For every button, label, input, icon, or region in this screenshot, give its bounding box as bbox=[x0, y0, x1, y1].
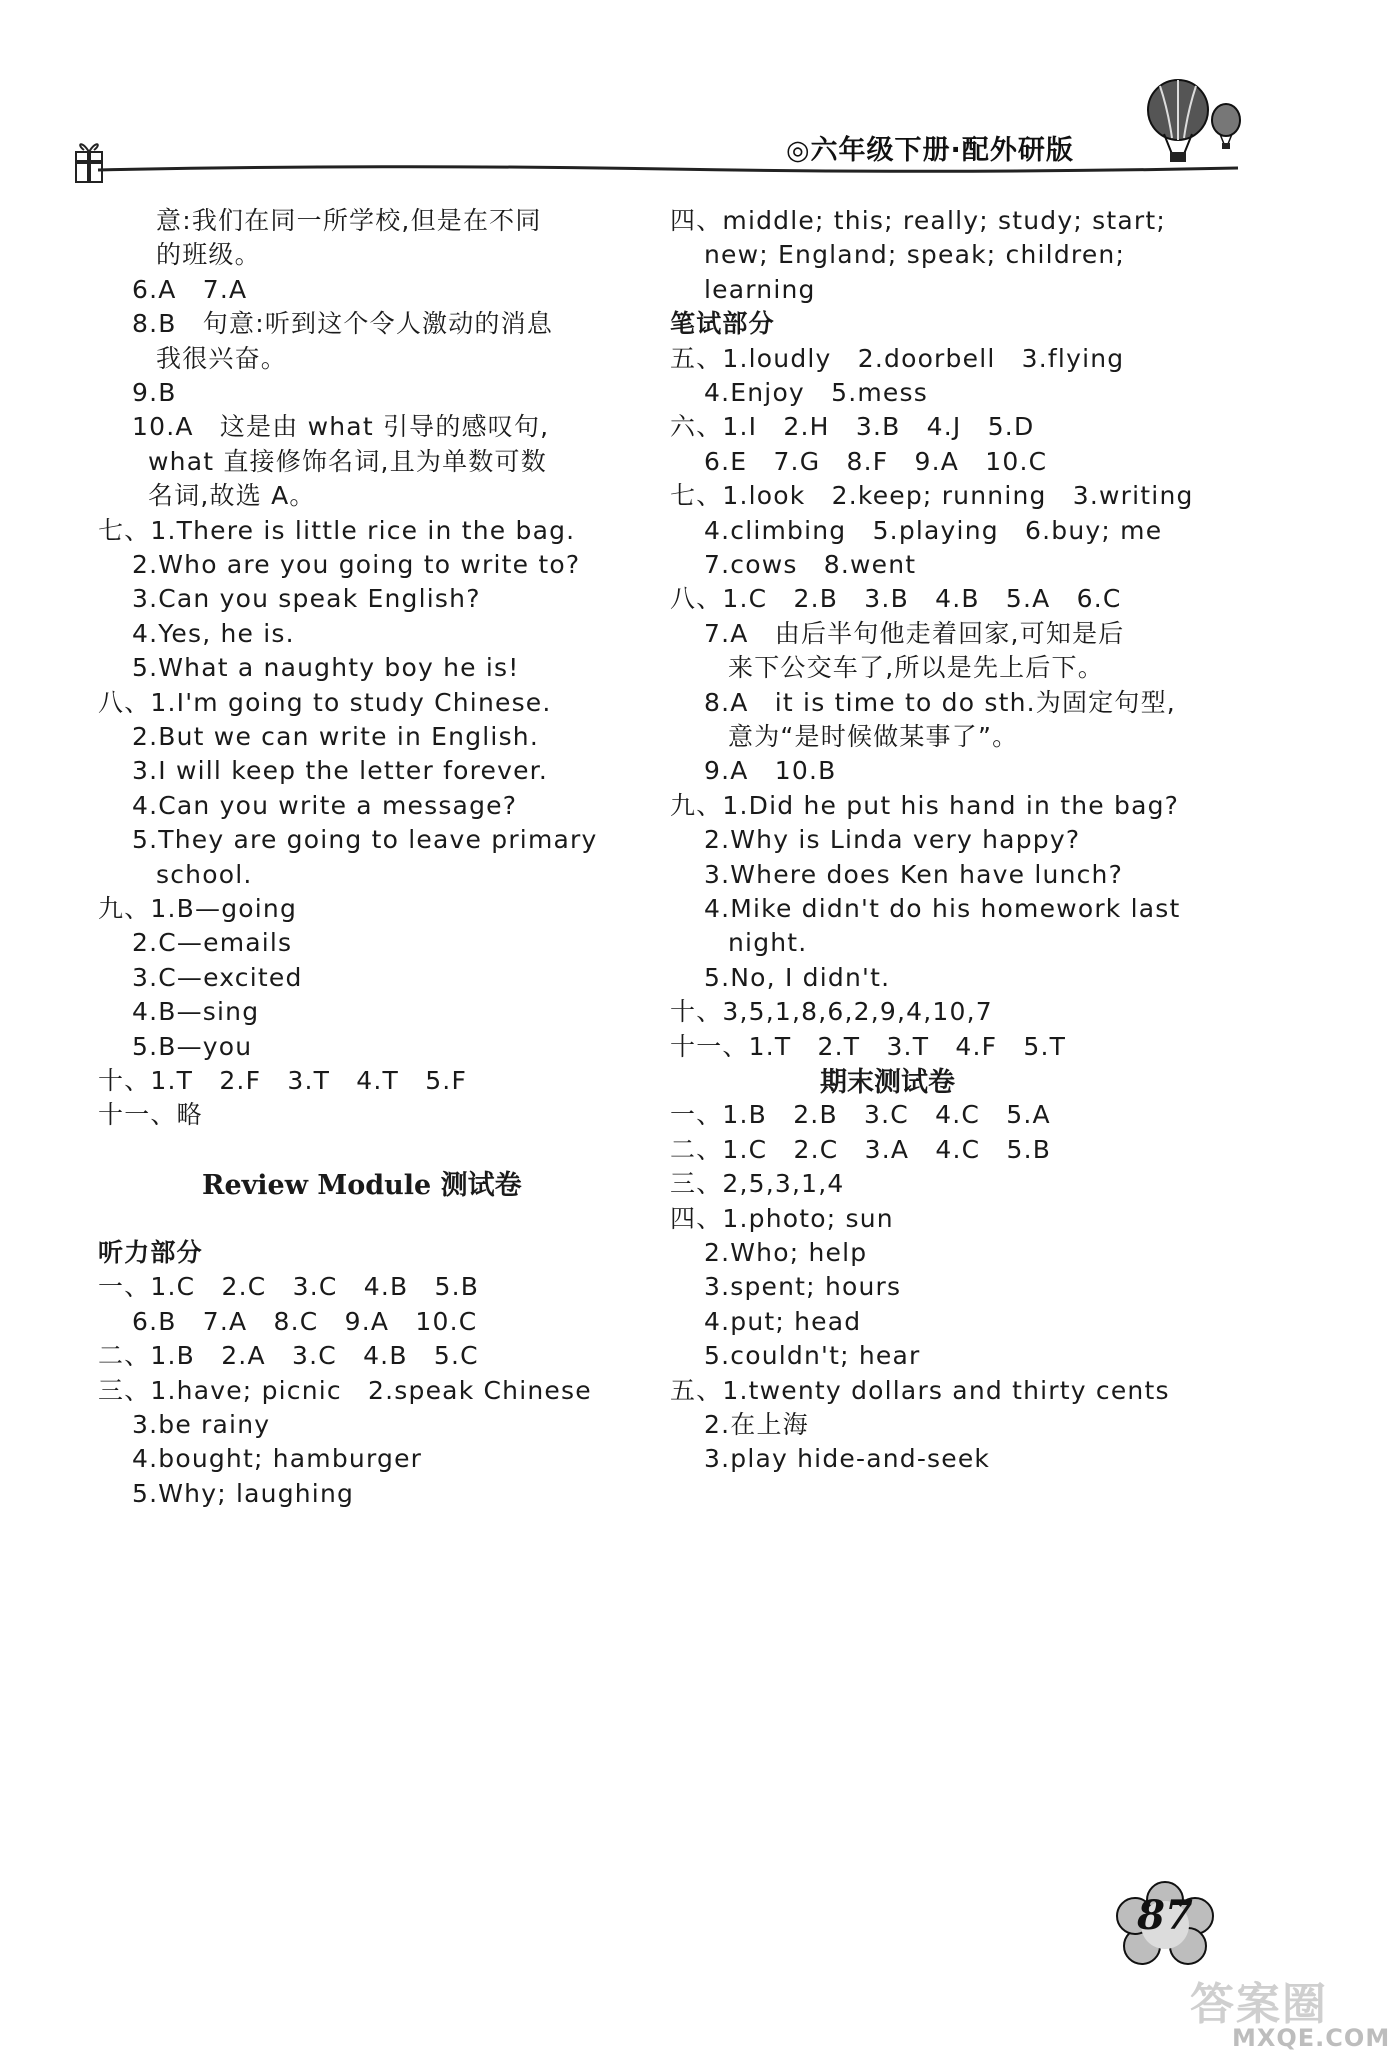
answer-line: 9.A 10.B bbox=[704, 756, 837, 785]
answer-line: 二、1.B 2.A 3.C 4.B 5.C bbox=[98, 1341, 479, 1370]
answer-line: 二、1.C 2.C 3.A 4.C 5.B bbox=[670, 1135, 1052, 1164]
answer-line: what 直接修饰名词,且为单数可数 bbox=[148, 447, 547, 476]
answer-line: 3.Where does Ken have lunch? bbox=[704, 860, 1124, 889]
section-title: Review Module 测试卷 bbox=[202, 1170, 522, 1201]
section-title: 期末测试卷 bbox=[820, 1067, 955, 1098]
answer-line: new; England; speak; children; bbox=[704, 240, 1126, 269]
answer-line: 6.E 7.G 8.F 9.A 10.C bbox=[704, 447, 1048, 476]
answer-line: 8.A it is time to do sth.为固定句型, bbox=[704, 688, 1176, 717]
answer-line: 4.Yes, he is. bbox=[132, 619, 295, 648]
answer-line: 5.couldn't; hear bbox=[704, 1341, 921, 1370]
answer-line: 意为“是时候做某事了”。 bbox=[728, 722, 1019, 751]
gift-box-icon bbox=[72, 134, 106, 184]
answer-line: 五、1.twenty dollars and thirty cents bbox=[670, 1376, 1170, 1405]
answer-line: 9.B bbox=[132, 378, 177, 407]
section-subheading: 笔试部分 bbox=[670, 309, 775, 338]
answer-line: 三、2,5,3,1,4 bbox=[670, 1169, 845, 1198]
page-number: 87 bbox=[1137, 1892, 1193, 1939]
answer-line: 九、1.B—going bbox=[98, 894, 298, 923]
answer-line: 3.Can you speak English? bbox=[132, 584, 481, 613]
answer-line: 四、1.photo; sun bbox=[670, 1204, 894, 1233]
header-divider bbox=[98, 164, 1238, 174]
answer-line: 十、3,5,1,8,6,2,9,4,10,7 bbox=[670, 997, 993, 1026]
answer-line: 来下公交车了,所以是先上后下。 bbox=[728, 653, 1104, 682]
answer-line: 3.spent; hours bbox=[704, 1272, 902, 1301]
answer-line: 六、1.I 2.H 3.B 4.J 5.D bbox=[670, 412, 1035, 441]
answer-line: 2.C—emails bbox=[132, 928, 293, 957]
answer-line: 七、1.look 2.keep; running 3.writing bbox=[670, 481, 1194, 510]
watermark-logo: 答案圈 bbox=[1190, 1979, 1328, 2030]
answer-line: 四、middle; this; really; study; start; bbox=[670, 206, 1166, 235]
answer-line: 的班级。 bbox=[156, 240, 261, 269]
answer-line: 4.Enjoy 5.mess bbox=[704, 378, 928, 407]
answer-line: 3.be rainy bbox=[132, 1410, 271, 1439]
answer-line: 九、1.Did he put his hand in the bag? bbox=[670, 791, 1180, 820]
answer-line: 十、1.T 2.F 3.T 4.T 5.F bbox=[98, 1066, 468, 1095]
answer-line: 八、1.C 2.B 3.B 4.B 5.A 6.C bbox=[670, 584, 1122, 613]
answer-line: 5.B—you bbox=[132, 1032, 253, 1061]
answer-line: 4.put; head bbox=[704, 1307, 862, 1336]
answer-line: night. bbox=[728, 928, 808, 957]
answer-line: 一、1.C 2.C 3.C 4.B 5.B bbox=[98, 1272, 480, 1301]
answer-line: 5.Why; laughing bbox=[132, 1479, 355, 1508]
answer-line: 4.climbing 5.playing 6.buy; me bbox=[704, 516, 1163, 545]
answer-line: 6.B 7.A 8.C 9.A 10.C bbox=[132, 1307, 478, 1336]
answer-line: 2.Who; help bbox=[704, 1238, 868, 1267]
answer-line: 五、1.loudly 2.doorbell 3.flying bbox=[670, 344, 1125, 373]
answer-line: 2.Why is Linda very happy? bbox=[704, 825, 1081, 854]
answer-line: 2.But we can write in English. bbox=[132, 722, 539, 751]
answer-line: 一、1.B 2.B 3.C 4.C 5.A bbox=[670, 1100, 1051, 1129]
watermark-url: MXQE.COM bbox=[1232, 2024, 1390, 2052]
page-header bbox=[0, 0, 1358, 200]
answer-line: 4.B—sing bbox=[132, 997, 260, 1026]
answer-line: 8.B 句意:听到这个令人激动的消息 bbox=[132, 309, 554, 338]
answer-line: 6.A 7.A bbox=[132, 275, 248, 304]
hot-air-balloon-icon bbox=[1138, 78, 1248, 178]
answer-line: 4.bought; hamburger bbox=[132, 1444, 423, 1473]
answer-line: 3.play hide-and-seek bbox=[704, 1444, 991, 1473]
answer-line: 3.I will keep the letter forever. bbox=[132, 756, 548, 785]
answer-line: 10.A 这是由 what 引导的感叹句, bbox=[132, 412, 550, 441]
answer-line: 5.They are going to leave primary bbox=[132, 825, 598, 854]
answer-line: 七、1.There is little rice in the bag. bbox=[98, 516, 576, 545]
answer-line: 我很兴奋。 bbox=[156, 344, 288, 373]
book-series-title: ◎六年级下册·配外研版 bbox=[786, 135, 1074, 166]
answer-line: 4.Can you write a message? bbox=[132, 791, 518, 820]
answer-line: 5.What a naughty boy he is! bbox=[132, 653, 520, 682]
answer-line: 3.C—excited bbox=[132, 963, 303, 992]
answer-line: 4.Mike didn't do his homework last bbox=[704, 894, 1181, 923]
answer-line: 名词,故选 A。 bbox=[148, 481, 316, 510]
answer-line: 7.A 由后半句他走着回家,可知是后 bbox=[704, 619, 1125, 648]
answer-line: 意:我们在同一所学校,但是在不同 bbox=[156, 206, 542, 235]
answer-line: 5.No, I didn't. bbox=[704, 963, 891, 992]
answer-line: 十一、略 bbox=[98, 1100, 203, 1129]
section-subheading: 听力部分 bbox=[98, 1238, 203, 1267]
answer-line: 2.Who are you going to write to? bbox=[132, 550, 581, 579]
answer-line: 三、1.have; picnic 2.speak Chinese bbox=[98, 1376, 592, 1405]
answer-line: school. bbox=[156, 860, 253, 889]
answer-line: learning bbox=[704, 275, 816, 304]
answer-line: 八、1.I'm going to study Chinese. bbox=[98, 688, 552, 717]
answer-line: 2.在上海 bbox=[704, 1410, 809, 1439]
answer-line: 十一、1.T 2.T 3.T 4.F 5.T bbox=[670, 1032, 1067, 1061]
answer-line: 7.cows 8.went bbox=[704, 550, 917, 579]
